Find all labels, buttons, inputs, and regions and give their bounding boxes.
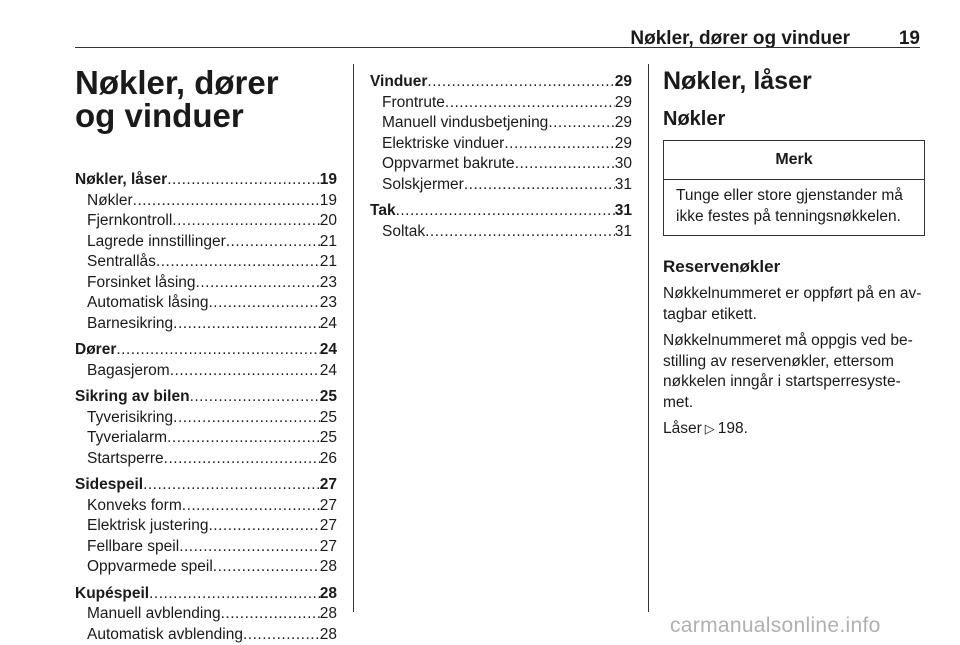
toc-entry[interactable]	[75, 557, 337, 578]
section-title: Nøkler, låser	[663, 66, 925, 96]
toc-entry-page: 27	[320, 496, 337, 517]
toc-entry-label: Manuell vindusbetjening	[382, 113, 548, 134]
toc-entry-label: Nøkler, låser	[75, 170, 167, 191]
toc-entry-label: Konveks form	[87, 496, 182, 517]
toc-entry-label: Automatisk avblending	[87, 625, 243, 645]
note-text: Tunge eller store gjenstander må ikke festes på tenningsnøkkelen.	[664, 180, 924, 235]
table-of-contents-column-1	[75, 170, 337, 645]
toc-entry-label: Kupéspeil	[75, 584, 149, 605]
toc-leader-dots	[208, 293, 319, 314]
toc-leader-dots	[182, 496, 320, 517]
toc-entry[interactable]	[75, 496, 337, 517]
toc-entry-page: 19	[320, 170, 337, 191]
toc-entry[interactable]	[75, 211, 337, 232]
toc-leader-dots	[172, 211, 319, 232]
toc-entry[interactable]	[75, 232, 337, 253]
cross-reference[interactable]	[663, 419, 925, 440]
toc-entry[interactable]	[75, 604, 337, 625]
toc-leader-dots	[156, 252, 320, 273]
toc-leader-dots	[173, 408, 320, 429]
section-subtitle: Nøkler	[663, 107, 925, 131]
toc-leader-dots	[164, 449, 320, 470]
arrow-reference-icon: ▷	[705, 419, 715, 440]
toc-entry[interactable]	[370, 93, 632, 114]
toc-entry[interactable]	[75, 428, 337, 449]
toc-entry[interactable]	[75, 252, 337, 273]
toc-entry[interactable]	[75, 475, 337, 496]
chapter-title: Nøkler, dører og vinduer	[75, 66, 325, 132]
toc-leader-dots	[149, 584, 320, 605]
toc-entry[interactable]	[75, 449, 337, 470]
toc-entry[interactable]	[75, 361, 337, 382]
toc-leader-dots	[425, 222, 615, 243]
toc-entry[interactable]	[75, 584, 337, 605]
toc-leader-dots	[548, 113, 614, 134]
toc-entry-page: 26	[320, 449, 337, 470]
toc-entry-page: 28	[320, 557, 337, 578]
toc-entry-page: 23	[320, 273, 337, 294]
toc-entry-page: 31	[615, 175, 632, 196]
toc-entry-label: Barnesikring	[87, 314, 173, 335]
toc-entry-page: 24	[320, 340, 337, 361]
toc-leader-dots	[445, 93, 615, 114]
toc-entry-page: 25	[320, 428, 337, 449]
toc-leader-dots	[167, 170, 320, 191]
toc-entry[interactable]	[75, 293, 337, 314]
toc-entry-page: 29	[615, 113, 632, 134]
toc-entry-page: 25	[320, 387, 337, 408]
toc-leader-dots	[396, 201, 615, 222]
toc-entry-page: 19	[320, 191, 337, 212]
toc-entry-page: 21	[320, 252, 337, 273]
toc-leader-dots	[208, 516, 319, 537]
toc-entry-label: Sidespeil	[75, 475, 143, 496]
column-divider	[648, 64, 649, 612]
toc-leader-dots	[515, 154, 615, 175]
toc-leader-dots	[427, 72, 614, 93]
toc-leader-dots	[167, 428, 320, 449]
toc-entry[interactable]	[75, 170, 337, 191]
toc-entry-label: Sikring av bilen	[75, 387, 190, 408]
toc-entry-label: Tyverialarm	[87, 428, 167, 449]
toc-entry-label: Startsperre	[87, 449, 164, 470]
toc-entry-page: 27	[320, 475, 337, 496]
toc-entry-page: 24	[320, 314, 337, 335]
toc-entry-label: Forsinket låsing	[87, 273, 196, 294]
toc-entry-label: Bagasjerom	[87, 361, 170, 382]
toc-entry-label: Manuell avblending	[87, 604, 221, 625]
toc-entry-label: Elektriske vinduer	[382, 134, 504, 155]
toc-entry-page: 20	[320, 211, 337, 232]
page-header	[0, 28, 960, 48]
toc-leader-dots	[226, 232, 320, 253]
toc-entry-page: 29	[615, 93, 632, 114]
toc-entry[interactable]	[75, 516, 337, 537]
toc-entry[interactable]	[370, 222, 632, 243]
header-title: Nøkler, dører og vinduer	[630, 28, 850, 50]
note-box	[663, 140, 925, 236]
reference-label: Låser	[663, 420, 702, 437]
reference-page: 198.	[718, 420, 748, 437]
toc-entry-page: 27	[320, 516, 337, 537]
toc-leader-dots	[133, 191, 320, 212]
toc-entry-page: 24	[320, 361, 337, 382]
toc-entry[interactable]	[75, 408, 337, 429]
toc-entry-label: Fellbare speil	[87, 537, 179, 558]
note-heading: Merk	[664, 141, 924, 180]
toc-entry-label: Oppvarmet bakrute	[382, 154, 515, 175]
toc-entry-label: Sentrallås	[87, 252, 156, 273]
header-divider	[75, 47, 920, 48]
table-of-contents-column-2	[370, 72, 632, 242]
toc-entry-page: 31	[615, 222, 632, 243]
toc-leader-dots	[213, 557, 320, 578]
toc-entry-label: Fjernkontroll	[87, 211, 172, 232]
toc-entry-label: Dører	[75, 340, 116, 361]
toc-leader-dots	[504, 134, 614, 155]
watermark: carmanualsonline.info	[670, 614, 881, 638]
toc-entry[interactable]	[370, 201, 632, 222]
toc-entry[interactable]	[370, 113, 632, 134]
subheading: Reservenøkler	[663, 256, 925, 278]
toc-leader-dots	[196, 273, 320, 294]
toc-entry-page: 28	[320, 604, 337, 625]
toc-entry[interactable]	[75, 191, 337, 212]
toc-entry-label: Elektrisk justering	[87, 516, 208, 537]
toc-entry[interactable]	[370, 72, 632, 93]
toc-entry-page: 27	[320, 537, 337, 558]
toc-leader-dots	[173, 314, 320, 335]
toc-entry-page: 29	[615, 134, 632, 155]
toc-entry-label: Oppvarmede speil	[87, 557, 213, 578]
toc-entry-page: 30	[615, 154, 632, 175]
toc-entry-page: 28	[320, 625, 337, 645]
toc-entry[interactable]	[75, 314, 337, 335]
toc-entry-page: 25	[320, 408, 337, 429]
toc-entry[interactable]	[75, 387, 337, 408]
toc-entry[interactable]	[370, 175, 632, 196]
toc-leader-dots	[221, 604, 320, 625]
toc-entry-page: 28	[320, 584, 337, 605]
toc-entry-label: Tyverisikring	[87, 408, 173, 429]
toc-entry[interactable]	[370, 154, 632, 175]
toc-entry-page: 31	[615, 201, 632, 222]
toc-leader-dots	[116, 340, 319, 361]
toc-entry-label: Vinduer	[370, 72, 427, 93]
toc-entry-label: Soltak	[382, 222, 425, 243]
toc-entry[interactable]	[75, 273, 337, 294]
toc-entry[interactable]	[75, 537, 337, 558]
toc-entry-page: 23	[320, 293, 337, 314]
section-column	[663, 66, 925, 446]
toc-leader-dots	[179, 537, 320, 558]
paragraph: Nøkkelnummeret må oppgis ved be-stilling av reservenøkler, ettersom nøkkelen inngår i startsperresyste-met.	[663, 331, 925, 413]
toc-entry[interactable]	[75, 340, 337, 361]
toc-entry-label: Solskjermer	[382, 175, 464, 196]
toc-entry-label: Lagrede innstillinger	[87, 232, 226, 253]
toc-entry-label: Automatisk låsing	[87, 293, 208, 314]
toc-entry-label: Frontrute	[382, 93, 445, 114]
toc-entry-page: 29	[615, 72, 632, 93]
toc-leader-dots	[170, 361, 320, 382]
toc-entry[interactable]	[370, 134, 632, 155]
page-number: 19	[899, 28, 920, 50]
toc-leader-dots	[143, 475, 320, 496]
paragraph: Nøkkelnummeret er oppført på en av-tagbar etikett.	[663, 284, 925, 325]
toc-entry-label: Nøkler	[87, 191, 133, 212]
column-divider	[353, 64, 354, 612]
toc-entry-page: 21	[320, 232, 337, 253]
toc-entry-label: Tak	[370, 201, 396, 222]
toc-leader-dots	[464, 175, 615, 196]
toc-leader-dots	[190, 387, 320, 408]
